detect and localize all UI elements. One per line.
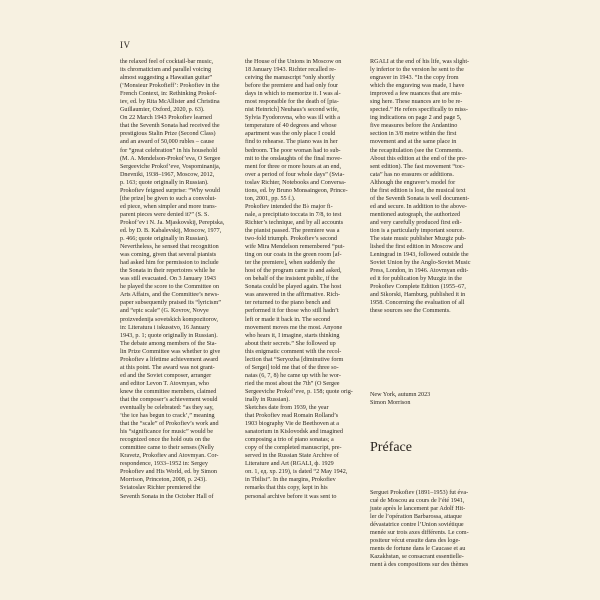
- text-line: parent pieces were denied it?” (S. S.: [120, 211, 210, 218]
- text-line: of Sergei] told me that of the three so-: [245, 364, 339, 371]
- text-line: Seventh Sonata in the October Hall of: [120, 493, 214, 500]
- text-line: p. 466; quote originally in Russian).: [120, 236, 209, 243]
- text-line: and an award of 50,000 rubles – cause: [120, 139, 215, 146]
- text-line: had asked him for permission to include: [120, 260, 219, 267]
- text-line: Sergeeviche Prokof’eve, p. 158; quote orig-: [245, 388, 353, 395]
- text-line: mentioned autograph, the authorized: [370, 211, 461, 218]
- text-line: nist Heinrich] Neuhaus’s second wife,: [245, 107, 339, 114]
- preface-line: dévastatrice contre l’Union soviétique: [370, 522, 464, 529]
- text-line: of the Seventh Sonata is well document-: [370, 195, 470, 202]
- text-line: RGALI at the end of his life, was slight-: [370, 59, 470, 65]
- text-line: Sylvia Fyodorovna, who was ill with a: [245, 115, 341, 122]
- text-line: sanatorium in Kislovodsk and imagined: [245, 429, 343, 436]
- text-line: before the premiere and had only four: [245, 83, 339, 90]
- text-line: the first edition is lost, the musical text: [370, 187, 466, 194]
- preface-line: ments de fortune dans le Caucase et au: [370, 546, 466, 553]
- text-line: was coming, given that several pianists: [120, 252, 217, 259]
- text-line: Prokofiev Complete Edition (1955–67,: [370, 284, 466, 291]
- text-line: cata” has no erasures or additions.: [370, 171, 454, 178]
- text-column-1: [120, 58, 238, 501]
- text-line: apartment was the only place I could: [245, 131, 336, 138]
- text-line: he played the score to the Committee on: [120, 284, 220, 291]
- text-line: p. 163; quote originally in Russian).: [120, 179, 209, 186]
- text-line: the Sonata in their repertoires while he: [120, 268, 216, 275]
- signature-block: [370, 391, 430, 407]
- text-line: tions, ed. by Bruno Monsaingeon, Prince-: [245, 187, 348, 194]
- text-line: and editor Levon T. Atovmyan, who: [120, 380, 209, 387]
- text-line: [the prize] be given to such a convolut-: [120, 195, 217, 202]
- text-line: ed. by D. B. Kabalevskij, Moscow, 1977,: [120, 227, 222, 234]
- text-line: left or made it back in. The second: [245, 316, 331, 323]
- text-line: and “epic scale” (G. Kovrov, Novye: [120, 308, 209, 315]
- text-line: iev, ed. by Rita McAllister and Christina: [120, 99, 220, 106]
- text-line: ried the most about the 7th” (O Sergee: [245, 380, 340, 387]
- text-line: (M. A. Mendelson-Prokof’eva, O Sergee: [120, 155, 221, 162]
- text-line: wife Mira Mendelson remembered “put-: [245, 244, 345, 251]
- text-line: Dnevniki, 1938–1967, Moscow, 2012,: [120, 171, 215, 178]
- text-line: inally in Russian).: [245, 396, 290, 403]
- text-line: nale, a precipitato toccata in 7/8, to test: [245, 211, 342, 218]
- text-line: on behalf of the insistent public, if the: [245, 276, 339, 283]
- text-line: the House of the Unions in Moscow on: [245, 59, 342, 65]
- preface-line: ment à des compositions sur des thèmes: [370, 562, 469, 569]
- text-line: bedroom. The poor woman had to sub-: [245, 147, 341, 154]
- text-line: 18 January 1943. Richter recalled re-: [245, 67, 337, 74]
- text-line: section in 3/8 metre within the first: [370, 131, 457, 138]
- text-line: five measures before the Andantino: [370, 123, 458, 130]
- text-line: Sviatoslav Richter premiered the: [120, 485, 201, 492]
- text-line: temperature of 40 degrees and whose: [245, 123, 337, 130]
- text-line: mit to the onslaughts of the final move-: [245, 155, 343, 162]
- text-column-3: [370, 58, 488, 316]
- text-line: spected.” He refers specifically to miss-: [370, 107, 468, 114]
- signature-place-date: New York, autumn 2023: [370, 392, 431, 398]
- text-line: these sources see the Comments.: [370, 308, 451, 315]
- text-line: prestigious Stalin Prize (Second Class): [120, 131, 216, 138]
- text-line: The state music publisher Muzgiz pub-: [370, 236, 467, 243]
- text-line: movement moves me the most. Anyone: [245, 324, 343, 331]
- text-line: that the “scale” of Prokofiev’s work and: [120, 421, 219, 428]
- text-line: ‘the ice has begun to crack’,” meaning: [120, 413, 215, 420]
- text-line: improved a few nuances that are mis-: [370, 91, 463, 98]
- text-line: performed it for those who still hadn’t: [245, 308, 339, 315]
- text-line: was still evacuated. On 3 January 1943: [120, 276, 217, 283]
- text-line: in: Literatura i iskusstvo, 16 January: [120, 324, 210, 331]
- preface-line: juste après le lancement par Adolf Hit-: [370, 506, 466, 513]
- text-line: The debate among members of the Sta-: [120, 340, 217, 347]
- text-line: that Prokofiev read Romain Rolland’s: [245, 413, 339, 420]
- text-line: 1903 biography Vie de Beethoven at a: [245, 421, 339, 428]
- text-line: Prokofiev and His World, ed. by Simon: [120, 469, 217, 476]
- preface-line: ler de l’opération Barbarossa, attaque: [370, 514, 462, 521]
- text-line: ed it for publication by Muzgiz in the: [370, 276, 462, 283]
- text-line: ed and the Soviet composer, arranger: [120, 372, 212, 379]
- preface-line: positeur vécut ensuite dans des loge-: [370, 538, 461, 545]
- text-line: find to rehearse. The piano was in her: [245, 139, 338, 146]
- text-line: movement and at the same place in: [370, 139, 457, 146]
- text-line: its chromaticism and parallel voicing: [120, 67, 212, 74]
- signature-author: Simon Morrison: [370, 400, 411, 407]
- text-line: and very carefully produced first edi-: [370, 219, 462, 226]
- text-line: Prokofiev feigned surprise: “Why would: [120, 187, 220, 194]
- text-line: proizvedenija sovetskich kompozitorov,: [120, 316, 218, 323]
- preface-line: cué de Moscou au cours de l’été 1941,: [370, 498, 465, 505]
- text-line: the pianist passed. The premiere was a: [245, 227, 340, 234]
- text-line: two-fold triumph. Prokofiev’s second: [245, 236, 338, 243]
- text-line: committee came to their senses (Nelly: [120, 445, 214, 452]
- text-line: tion is a particularly important source.: [370, 227, 464, 234]
- text-line: ter the premiere], when suddenly the: [245, 260, 336, 267]
- text-line: lished the first edition in Moscow and: [370, 244, 464, 251]
- text-line: about their secrets.” She followed up: [245, 340, 336, 347]
- text-line: Prokofiev a lifetime achievement award: [120, 356, 219, 363]
- text-line: host of the program came in and asked,: [245, 268, 342, 275]
- text-line: for “great celebration” in his household: [120, 147, 218, 154]
- text-line: ed piece, when simpler and more trans-: [120, 203, 217, 210]
- text-line: Guillaumier, Oxford, 2020, p. 63).: [120, 107, 205, 114]
- text-line: natas (6, 7, 8) he came up with he wor-: [245, 372, 341, 379]
- text-line: Literature and Art (RGALI, ф. 1929: [245, 461, 334, 468]
- text-line: 1958. Concerning the evaluation of all: [370, 300, 465, 307]
- text-line: Although the engraver’s model for: [370, 179, 456, 186]
- text-line: ly inferior to the version he sent to the: [370, 67, 464, 74]
- text-line: оп. 1, ед. хр. 219), is dated “2 May 1942,: [245, 469, 348, 476]
- text-line: composing a trio of piano sonatas; a: [245, 437, 334, 444]
- preface-line: Kazakhstan, se consacrant essentielle-: [370, 554, 464, 561]
- text-line: lection that “Seryozha [diminutive form: [245, 356, 344, 363]
- text-line: paper subsequently praised its “lyricism”: [120, 300, 221, 307]
- text-line: served in the Russian State Archive of: [245, 453, 339, 460]
- text-line: Sergeeviche Prokof’eve, Vospominanija,: [120, 163, 221, 170]
- text-line: most responsible for the death of [pia-: [245, 99, 339, 106]
- text-line: eventually be celebrated: “as they say,: [120, 405, 214, 412]
- text-line: 1943, p. 1; quote originally in Russian).: [120, 332, 218, 339]
- text-line: that the composer’s achievement would: [120, 396, 218, 403]
- text-line: ing indications on page 2 and page 5,: [370, 115, 462, 122]
- text-line: this enigmatic comment with the recol-: [245, 348, 342, 355]
- preface-body: [370, 489, 490, 569]
- text-line: at this point. The award was not grant-: [120, 364, 215, 371]
- preface-line: menée sur trois axes différents. Le com-: [370, 530, 469, 537]
- text-line: in Tbilisi”. In the margins, Prokofiev: [245, 477, 336, 484]
- text-line: Arts Affairs, and the Committee’s news-: [120, 292, 220, 299]
- text-line: that the Seventh Sonata had received the: [120, 123, 220, 130]
- text-line: respondence, 1933–1952 in: Sergey: [120, 461, 208, 468]
- text-line: Leningrad in 1943, followed outside the: [370, 252, 469, 259]
- text-line: over a period of four whole days” (Svia-: [245, 171, 345, 178]
- text-line: Prokof’ev i N. Ja. Mjaskovskij, Perepiska,: [120, 219, 225, 226]
- text-line: almost suggesting a Hawaiian guitar”: [120, 75, 213, 82]
- text-line: knew the committee members, claimed: [120, 388, 217, 395]
- text-line: ceiving the manuscript “only shortly: [245, 75, 335, 82]
- text-line: Press, London, in 1946. Atovmyan edit-: [370, 268, 469, 275]
- text-line: was answered in the affirmative. Rich-: [245, 292, 341, 299]
- text-column-2: [245, 58, 363, 501]
- text-line: Soviet Union by the Anglo-Soviet Music: [370, 260, 471, 267]
- text-line: Richter’s technique, and by all accounts: [245, 219, 344, 226]
- text-line: (‘Monsieur Prokofieff’: Prokofiev in the: [120, 83, 220, 90]
- text-line: Sketches date from 1939, the year: [245, 405, 329, 412]
- text-line: Kravetz, Prokofiev and Atovmyan. Cor-: [120, 453, 219, 460]
- text-line: engraver in 1943. “In the copy from: [370, 75, 459, 82]
- text-line: ton, 2001, pp. 55 f.).: [245, 195, 296, 202]
- text-line: About this edition at the end of the pre-: [370, 155, 467, 162]
- text-line: ed and secure. In addition to the above-: [370, 203, 467, 210]
- text-line: Prokofiev intended the B♭ major fi-: [245, 203, 333, 210]
- preface-heading: Préface: [370, 440, 412, 455]
- text-line: and Sikorski, Hamburg, published it in: [370, 292, 466, 299]
- text-line: personal archive before it was sent to: [245, 493, 337, 500]
- text-line: sing here. These nuances are to be re-: [370, 99, 463, 106]
- text-line: remarks that this copy, kept in his: [245, 485, 328, 492]
- text-line: sent edition). The fast movement “toc-: [370, 163, 465, 170]
- text-line: French Context, in: Rethinking Prokof-: [120, 91, 217, 98]
- text-line: the relaxed feel of cocktail-bar music,: [120, 59, 214, 65]
- text-line: ment for three or more hours at an end,: [245, 163, 341, 170]
- text-line: Morrison, Princeton, 2008, p. 243).: [120, 477, 207, 484]
- text-line: ting on our coats in the green room [af-: [245, 252, 342, 259]
- text-line: lin Prize Committee was whether to give: [120, 348, 221, 355]
- text-line: copy of the completed manuscript, pre-: [245, 445, 342, 452]
- text-line: Sonata could be played again. The host: [245, 284, 342, 291]
- text-line: his “significance for music” would be: [120, 429, 213, 436]
- text-line: Nevertheless, he sensed that recognition: [120, 244, 219, 251]
- text-line: days in which to memorize it. I was al-: [245, 91, 341, 98]
- text-line: the recapitulation (see the Comments.: [370, 147, 463, 154]
- preface-line: Serguei Prokofiev (1891–1953) fut éva-: [370, 490, 469, 496]
- text-line: which the engraving was made, I have: [370, 83, 465, 90]
- page-number: IV: [120, 40, 131, 50]
- text-line: recognized once the hold outs on the: [120, 437, 211, 444]
- text-line: toslav Richter, Notebooks and Conversa-: [245, 179, 346, 186]
- text-line: who hears it, I imagine, starts thinking: [245, 332, 340, 339]
- text-line: On 22 March 1943 Prokofiev learned: [120, 115, 212, 122]
- text-line: ter returned to the piano bench and: [245, 300, 331, 307]
